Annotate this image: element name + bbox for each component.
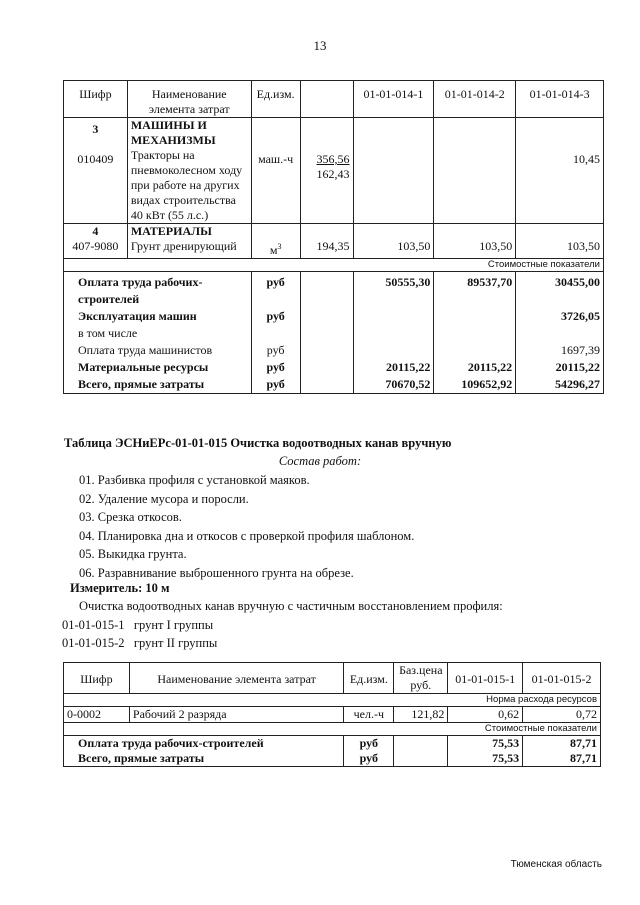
work-item: 06. Разравнивание выброшенного грунта на обрезе. [79,565,354,580]
work-item: 05. Выкидка грунта. [79,547,187,561]
soil-code: 407-9080 [72,239,119,253]
summary-units [251,272,300,394]
footer-region: Тюменская область [510,859,602,870]
t2-summary-units [344,736,394,767]
t2-total-label: Всего, прямые затраты [78,751,205,765]
t2-summary-names [64,736,344,767]
soil-c2: 103,50 [434,224,516,259]
machines-label: Эксплуатация машин [78,309,197,323]
tractor-name-1: Тракторы на [130,148,195,162]
total-c2: 109652,92 [461,377,513,391]
cost-label: Стоимостные показатели [64,259,604,272]
table-header-row [64,81,604,118]
cost-label-row [64,259,604,272]
section-3-number: 3 [92,122,99,136]
soil-code-cell [64,224,128,259]
t2-summary-row [64,736,601,767]
t2-worker-code: 0-0002 [64,707,130,723]
tractor-base-1: 356,56 [316,152,350,166]
materials-unit: руб [266,360,285,374]
t2-cost-label-row [64,723,601,736]
header-name [127,81,251,118]
tractor-name-3: при работе на других [130,178,240,192]
header-base [300,81,353,118]
soil-base: 194,35 [300,224,353,259]
total-label: Всего, прямые затраты [78,377,205,391]
summary-c1 [353,272,434,394]
incl-label: в том числе [78,326,138,340]
header-name-line1: Наименование [151,87,227,101]
t2-total-c1: 75,53 [492,751,520,765]
work-item: 02. Удаление мусора и поросли. [79,491,249,506]
section-3-title-2: МЕХАНИЗМЫ [130,133,216,147]
labor-c1: 50555,30 [385,275,431,289]
machinists-label: Оплата труда машинистов [78,343,213,357]
t2-header-price [394,663,448,694]
tractor-c1 [353,118,434,224]
t2-norm-label: Норма расхода ресурсов [448,694,601,707]
t2-total-unit: руб [359,751,379,765]
total-c3: 54296,27 [555,377,600,391]
t2-header-c2: 01-01-015-2 [523,663,601,694]
table2-header-row [64,663,601,694]
machines-c3: 3726,05 [561,309,600,323]
tractor-unit: маш.-ч [251,118,300,224]
soil-name-cell [127,224,251,259]
soil-c3: 103,50 [516,224,604,259]
t2-worker-c1: 0,62 [448,707,523,723]
machines-unit: руб [266,309,285,323]
t2-labor-c1: 75,53 [492,736,520,750]
header-c1: 01-01-014-1 [353,81,434,118]
t2-header-unit: Ед.изм. [344,663,394,694]
soil-unit: м [269,243,278,257]
tractor-code: 010409 [77,152,114,166]
t2-cost-label: Стоимостные показатели [448,723,601,736]
materials-c2: 20115,22 [467,360,513,374]
meter-label: Измеритель: 10 м [70,581,170,595]
tractor-name-cell [127,118,251,224]
labor-label-1: Оплата труда рабочих- [78,275,203,289]
summary-names [64,272,252,394]
section-subtitle: Состав работ: [278,454,362,468]
work-item: 01. Разбивка профиля с установкой маяков. [79,473,310,487]
t2-header-c1: 01-01-015-1 [448,663,523,694]
labor-c2: 89537,70 [467,275,513,289]
page-number: 13 [313,38,327,53]
t2-worker-name: Рабочий 2 разряда [129,707,343,723]
t2-header-name: Наименование элемента затрат [129,663,343,694]
summary-row [64,272,604,394]
header-code: Шифр [64,81,128,118]
work-item: 04. Планировка дна и откосов с проверкой профиля шаблоном. [79,528,415,543]
t2-labor-c2: 87,71 [570,736,597,750]
materials-c1: 20115,22 [386,360,431,374]
total-c1: 70670,52 [385,377,431,391]
tractor-base-2: 162,43 [316,167,350,181]
works-list [79,471,599,582]
t2-header-code: Шифр [64,663,130,694]
variant-1 [62,618,213,633]
variant-2 [62,636,217,651]
t2-worker-price: 121,82 [394,707,448,723]
section-machines-row [64,118,604,224]
tractor-code-cell [64,118,128,224]
tractor-c3: 10,45 [516,118,604,224]
section-title: Таблица ЭСНиЕРс-01-01-015 Очистка водоотводных канав вручную [64,436,452,450]
tractor-c2 [434,118,516,224]
summary-base [300,272,353,394]
header-c3: 01-01-014-3 [516,81,604,118]
total-unit: руб [266,377,285,391]
t2-worker-c2: 0,72 [523,707,601,723]
soil-c1: 103,50 [353,224,434,259]
t2-header-price-2: руб. [410,678,432,692]
t2-summary-c1 [448,736,523,767]
section-materials-row [64,224,604,259]
labor-c3: 30455,00 [555,275,600,289]
tractor-base [300,118,353,224]
summary-c2 [434,272,516,394]
t2-worker-row [64,707,601,723]
t2-header-price-1: Баз.цена [399,663,443,677]
section-3-title-1: МАШИНЫ И [130,118,207,132]
t2-total-c2: 87,71 [570,751,597,765]
table-esn-015 [63,662,601,767]
header-unit: Ед.изм. [251,81,300,118]
labor-label-2: строителей [78,292,140,306]
description: Очистка водоотводных канав вручную с частичным восстановлением профиля: [79,599,503,613]
tractor-name-4: видах строительства [130,193,236,207]
soil-unit-cell [251,224,300,259]
t2-worker-unit: чел.-ч [344,707,394,723]
tractor-name-5: 40 кВт (55 л.с.) [130,208,209,222]
machinists-c3: 1697,39 [561,343,600,357]
t2-labor-unit: руб [359,736,379,750]
materials-c3: 20115,22 [555,360,600,374]
variant-1-code: 01-01-015-1 [62,618,125,632]
variant-2-name: грунт II группы [133,636,218,650]
t2-summary-c2 [523,736,601,767]
t2-summary-price [394,736,448,767]
work-item: 03. Срезка откосов. [79,510,182,524]
materials-label: Материальные ресурсы [78,360,209,374]
labor-unit: руб [266,275,285,289]
t2-labor-label: Оплата труда рабочих-строителей [78,736,264,750]
section-4-number: 4 [92,224,99,238]
soil-name: Грунт дренирующий [130,239,237,253]
machinists-unit: руб [266,343,285,357]
table-esn-014 [63,80,604,394]
soil-unit-sup: 3 [277,242,282,251]
summary-c3 [516,272,604,394]
header-name-line2: элемента затрат [148,102,230,116]
tractor-name-2: пневмоколесном ходу [130,163,243,177]
variant-2-code: 01-01-015-2 [62,636,125,650]
t2-norm-label-row [64,694,601,707]
header-c2: 01-01-014-2 [434,81,516,118]
variant-1-name: грунт I группы [133,618,214,632]
section-4-title: МАТЕРИАЛЫ [130,224,212,238]
